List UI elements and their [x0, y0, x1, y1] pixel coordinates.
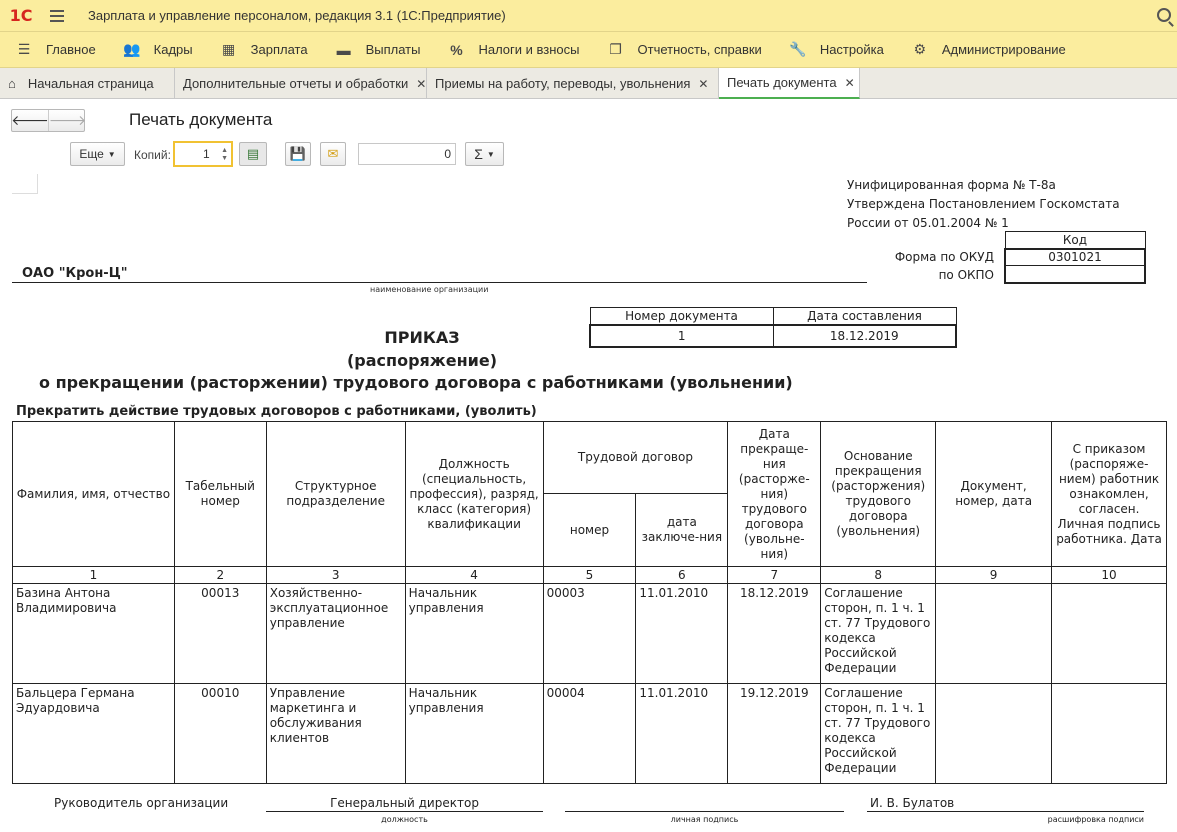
calculator-icon: ▦ [222, 41, 236, 57]
col-number: 6 [636, 567, 728, 584]
cell-basis: Соглашение сторон, п. 1 ч. 1 ст. 77 Трудового кодекса Российской Федерации [821, 584, 936, 684]
more-label: Еще [79, 147, 104, 161]
print-button[interactable] [239, 142, 267, 166]
col-number: 4 [405, 567, 543, 584]
order-subject: о прекращении (расторжении) трудового договора с работниками (увольнении) [39, 373, 793, 392]
menu-admin-label: Администрирование [941, 42, 1066, 57]
signature-field [565, 796, 844, 812]
sum-field[interactable]: 0 [358, 143, 456, 165]
cell-contract-date: 11.01.2010 [636, 584, 728, 684]
menu-reports[interactable] [592, 32, 774, 68]
col-number: 7 [728, 567, 821, 584]
tab-home[interactable] [0, 68, 175, 99]
docnum-value: 1 [590, 325, 773, 347]
col-number: 9 [936, 567, 1052, 584]
menu-payments[interactable] [320, 32, 433, 68]
spreadsheet-document[interactable] [12, 174, 1167, 830]
close-icon[interactable]: ✕ [698, 76, 709, 91]
col-number: 2 [174, 567, 266, 584]
sections-panel [0, 32, 1177, 68]
col-header-tab-num: Табельный номер [174, 422, 266, 567]
copies-label: Копий: [134, 148, 171, 162]
wallet-icon: ▬ [336, 41, 351, 58]
menu-main[interactable] [0, 32, 108, 68]
okpo-label: по ОКПО [938, 268, 994, 282]
close-icon[interactable]: ✕ [844, 75, 855, 90]
documents-icon: ❐ [609, 41, 622, 57]
cell-basis: Соглашение сторон, п. 1 ч. 1 ст. 77 Трудового кодекса Российской Федерации [821, 684, 936, 784]
tab-label: Печать документа [727, 75, 837, 90]
percent-icon: % [450, 41, 463, 58]
people-icon: 👥 [122, 41, 141, 57]
head-position-field: Генеральный директор [266, 796, 543, 812]
org-name: ОАО "Крон-Ц" [22, 266, 128, 281]
app-title: Зарплата и управление персоналом, редакция 3.1 (1С:Предприятие) [88, 8, 506, 23]
col-header-contract-num: номер [543, 494, 636, 567]
cell-fio: Бальцера Германа Эдуардовича [13, 684, 175, 784]
menu-salary[interactable] [205, 32, 320, 68]
tab-additional-reports[interactable] [175, 68, 427, 99]
cell-dept: Хозяйственно-эксплуатационное управление [266, 584, 405, 684]
form-header-text [847, 176, 1120, 233]
tab-hiring[interactable] [427, 68, 719, 99]
cell-tab-num: 00010 [174, 684, 266, 784]
main-menu-icon[interactable] [42, 10, 72, 22]
cell-term-date: 18.12.2019 [728, 584, 821, 684]
col-header-ack: С приказом (распоряже-нием) работник ознакомлен, согласен. Личная подпись работника. Дата [1052, 422, 1167, 567]
col-header-contract: Трудовой договор [543, 422, 728, 494]
cell-dept: Управление маркетинга и обслуживания клиентов [266, 684, 405, 784]
col-number: 5 [543, 567, 636, 584]
back-arrow-icon[interactable]: 🡐 [12, 110, 49, 131]
spin-icon[interactable]: ▲ ▼ [221, 147, 228, 162]
tab-label: Дополнительные отчеты и обработки [183, 76, 409, 91]
sheet-corner [12, 174, 38, 194]
signature-row [12, 792, 1167, 832]
order-title-line2: (распоряжение) [346, 351, 498, 370]
nav-buttons [11, 109, 85, 132]
forward-arrow-icon[interactable]: 🡒 [48, 112, 87, 128]
save-button[interactable] [285, 142, 311, 166]
col-number: 8 [821, 567, 936, 584]
okud-labels [874, 248, 994, 284]
col-header-term-date: Дата прекраще-ния (расторже-ния) трудового договора (увольне-ния) [728, 422, 821, 567]
cell-term-date: 19.12.2019 [728, 684, 821, 784]
col-header-contract-date: дата заключе-ния [636, 494, 728, 567]
search-icon[interactable] [1157, 8, 1171, 22]
code-header: Код [1005, 232, 1145, 249]
menu-main-label: Главное [46, 42, 96, 57]
position-caption: должность [381, 815, 428, 824]
printer-icon: ▤ [246, 146, 260, 161]
save-disk-icon: 💾 [289, 146, 307, 161]
form-header [0, 99, 1177, 139]
menu-reports-label: Отчетность, справки [637, 42, 762, 57]
order-title-line1: ПРИКАЗ [384, 328, 460, 347]
menu-taxes[interactable] [432, 32, 591, 68]
send-email-button[interactable] [320, 142, 346, 166]
col-number: 1 [13, 567, 175, 584]
docnum-header: Номер документа [590, 308, 773, 325]
sum-button[interactable] [465, 142, 504, 166]
hamburger-icon: ☰ [17, 41, 31, 57]
close-icon[interactable]: ✕ [416, 76, 427, 91]
name-caption: расшифровка подписи [1047, 815, 1144, 824]
col-header-dept: Структурное подразделение [266, 422, 405, 567]
signature-caption: личная подпись [670, 815, 739, 824]
codes-table [1004, 231, 1146, 284]
menu-taxes-label: Налоги и взносы [478, 42, 580, 57]
copies-value: 1 [203, 147, 210, 161]
okud-label: Форма по ОКУД [894, 250, 994, 264]
col-header-basis: Основание прекращения (расторжения) трудового договора (увольнения) [821, 422, 936, 567]
menu-hr[interactable] [108, 32, 205, 68]
col-number: 3 [266, 567, 405, 584]
more-button[interactable] [70, 142, 125, 166]
cell-doc [936, 584, 1052, 684]
org-caption: наименование организации [370, 285, 489, 294]
wrench-icon: 🔧 [789, 41, 807, 57]
head-label: Руководитель организации [54, 796, 229, 810]
employees-table [12, 421, 1167, 784]
docdate-value: 18.12.2019 [773, 325, 956, 347]
cell-doc [936, 684, 1052, 784]
menu-hr-label: Кадры [153, 42, 193, 57]
col-header-position: Должность (специальность, профессия), разряд, класс (категория) квалификации [405, 422, 543, 567]
gear-icon: ⚙ [913, 41, 927, 57]
1c-logo-icon[interactable]: 1С [9, 6, 33, 25]
col-header-fio: Фамилия, имя, отчество [13, 422, 175, 567]
table-row [13, 684, 1167, 784]
cell-fio: Базина Антона Владимировича [13, 584, 175, 684]
cell-contract-date: 11.01.2010 [636, 684, 728, 784]
page-title: Печать документа [129, 110, 273, 129]
table-row [13, 584, 1167, 684]
menu-payments-label: Выплаты [365, 42, 421, 57]
cell-contract-num: 00003 [543, 584, 636, 684]
col-header-doc: Документ, номер, дата [936, 422, 1052, 567]
command-bar [0, 139, 1177, 171]
form-header-line: Унифицированная форма № Т-8а [847, 178, 1056, 192]
org-underline [12, 282, 867, 283]
cell-ack [1052, 584, 1167, 684]
menu-settings-label: Настройка [819, 42, 884, 57]
tab-label: Приемы на работу, переводы, увольнения [435, 76, 691, 91]
menu-settings[interactable] [774, 32, 896, 68]
form-header-line: Утверждена Постановлением Госкомстата [847, 197, 1120, 211]
title-bar [0, 0, 1177, 32]
open-windows-bar [0, 68, 1177, 99]
menu-salary-label: Зарплата [250, 42, 308, 57]
envelope-icon: ✉ [327, 146, 339, 161]
dropdown-arrow-icon: ▼ [486, 149, 495, 159]
home-icon: ⌂ [8, 76, 16, 91]
tab-print-document[interactable] [719, 68, 860, 99]
form-header-line: России от 05.01.2004 № 1 [847, 216, 1009, 230]
head-name-field: И. В. Булатов [867, 796, 1144, 812]
dropdown-arrow-icon: ▼ [107, 149, 116, 159]
cell-position: Начальник управления [405, 684, 543, 784]
cell-tab-num: 00013 [174, 584, 266, 684]
col-number: 10 [1052, 567, 1167, 584]
copies-input[interactable] [173, 141, 233, 167]
cell-position: Начальник управления [405, 584, 543, 684]
cell-ack [1052, 684, 1167, 784]
order-title [12, 326, 832, 372]
tab-home-label: Начальная страница [27, 76, 154, 91]
menu-admin[interactable] [896, 32, 1078, 68]
okpo-value [1005, 266, 1145, 283]
cell-contract-num: 00004 [543, 684, 636, 784]
okud-value: 0301021 [1005, 249, 1145, 266]
sigma-icon: Σ [474, 146, 483, 162]
terminate-caption: Прекратить действие трудовых договоров с работниками, (уволить) [16, 404, 537, 419]
docdate-header: Дата составления [773, 308, 956, 325]
